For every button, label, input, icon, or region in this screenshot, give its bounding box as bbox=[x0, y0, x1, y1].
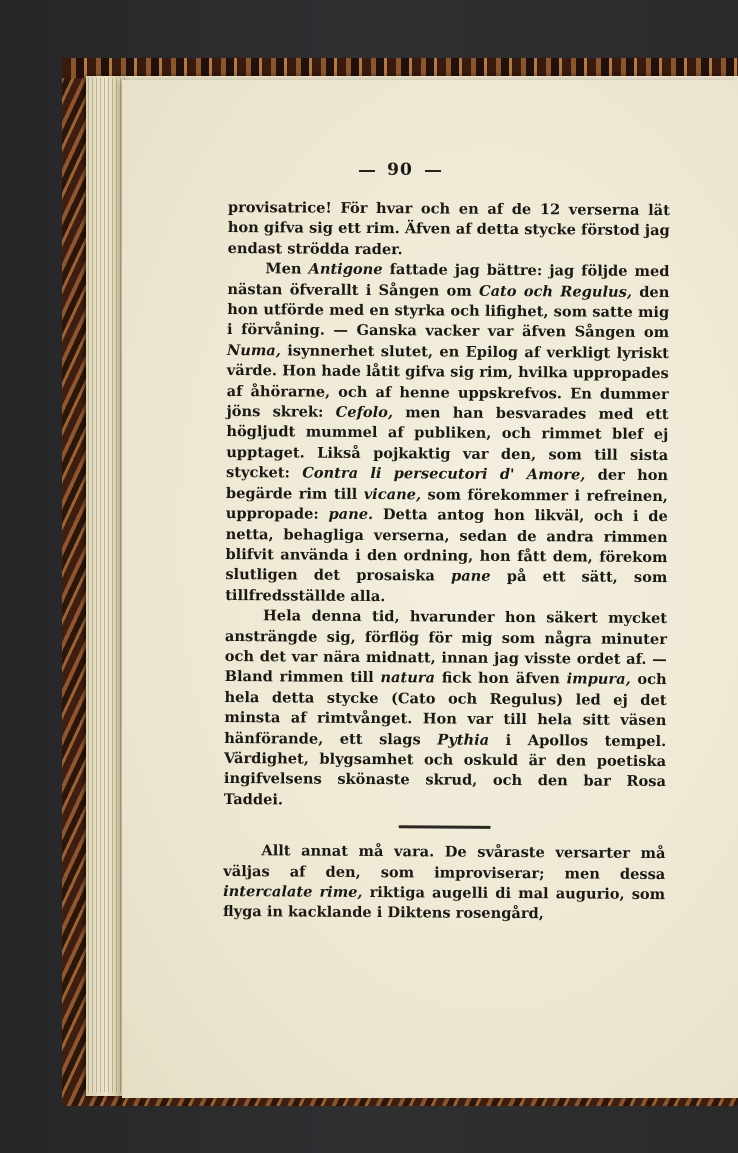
italic-phrase: Cefolo, bbox=[335, 403, 394, 422]
text-run: fattade jag bättre: jag följde med nästan öfverallt i Sången om bbox=[227, 261, 670, 300]
italic-phrase: pane bbox=[450, 567, 491, 586]
page-body-text bbox=[223, 198, 670, 926]
right-dash bbox=[425, 170, 441, 172]
text-run: Allt annat må vara. De svåraste versarter må väljas af den, som improviserar; men dessa bbox=[223, 842, 666, 883]
italic-phrase: natura bbox=[380, 669, 436, 687]
italic-phrase: Numa, bbox=[226, 341, 281, 360]
text-run: isynnerhet slutet, en Epilog af verkligt lyriskt värde. Hon hade låtit gifva sig rim, hvilka uppropades af åhörarne, och af henne uppskrefvos. En dummer jöns skrek: bbox=[226, 342, 669, 421]
italic-phrase: Contra li persecutori d' Amore, bbox=[302, 464, 586, 484]
page-number: 90 bbox=[387, 160, 413, 180]
text-run: i Apollos tempel. Värdighet, blygsamhet och oskuld är den poetiska ingifvelsens skönaste skrud, och den bar Rosa Taddei. bbox=[223, 731, 667, 809]
page-edges bbox=[88, 78, 126, 1092]
text-run: Detta antog hon likväl, och i de netta, behagliga verserna, sedan de andra rimmen blifvit använda i den ordning, hon fått dem, förekom slutligen det prosaiska bbox=[225, 506, 668, 585]
italic-phrase: pane. bbox=[328, 505, 374, 524]
text-run: Hela denna tid, hvarunder hon säkert mycket ansträngde sig, förflög för mig som några minuter och det var nära midnatt, innan jag visste ordet af. — Bland rimmen till bbox=[224, 607, 668, 687]
paragraph bbox=[223, 841, 666, 926]
text-run: der hon begärde rim till bbox=[225, 466, 669, 503]
section-divider bbox=[399, 825, 491, 829]
text-run: riktiga augelli di mal augurio, som flyga in kacklande i Diktens rosengård, bbox=[222, 883, 666, 923]
text-run: och hela detta stycke (Cato och Regulus) led ej det minsta af rimtvånget. Hon var till hela sitt väsen hänförande, ett slags bbox=[224, 671, 667, 749]
italic-phrase: vicane, bbox=[363, 485, 422, 504]
page-number-line bbox=[330, 160, 470, 180]
text-run: fick hon äfven bbox=[434, 669, 567, 688]
italic-phrase: Antigone bbox=[308, 260, 383, 279]
cover-top-edge bbox=[62, 58, 738, 78]
left-dash bbox=[359, 170, 375, 172]
italic-phrase: intercalate rime, bbox=[223, 882, 363, 901]
text-run: den hon utförde med en styrka och lifighet, som satte mig i förvåning. — Ganska vacker var äfven Sången om bbox=[227, 283, 670, 342]
text-run: på ett sätt, som tillfredsställde alla. bbox=[225, 568, 668, 605]
italic-phrase: Cato och Regulus, bbox=[478, 282, 633, 301]
paragraph bbox=[228, 198, 670, 262]
text-run: provisatrice! För hvar och en af de 12 verserna lät hon gifva sig ett rim. Äfven af detta stycke förstod jag endast strödda rader. bbox=[227, 198, 670, 259]
paragraph bbox=[225, 259, 669, 609]
text-run: som förekommer i refreinen, uppropade: bbox=[225, 486, 668, 523]
italic-phrase: Pythia bbox=[437, 731, 490, 749]
text-run: men han besvarades med ett högljudt mummel af publiken, och rimmet blef ej upptaget. Likså pojkaktig var den, som till sista stycket: bbox=[226, 404, 669, 482]
text-run: Men bbox=[265, 260, 309, 278]
italic-phrase: impura, bbox=[566, 670, 631, 689]
paragraph bbox=[224, 606, 667, 813]
